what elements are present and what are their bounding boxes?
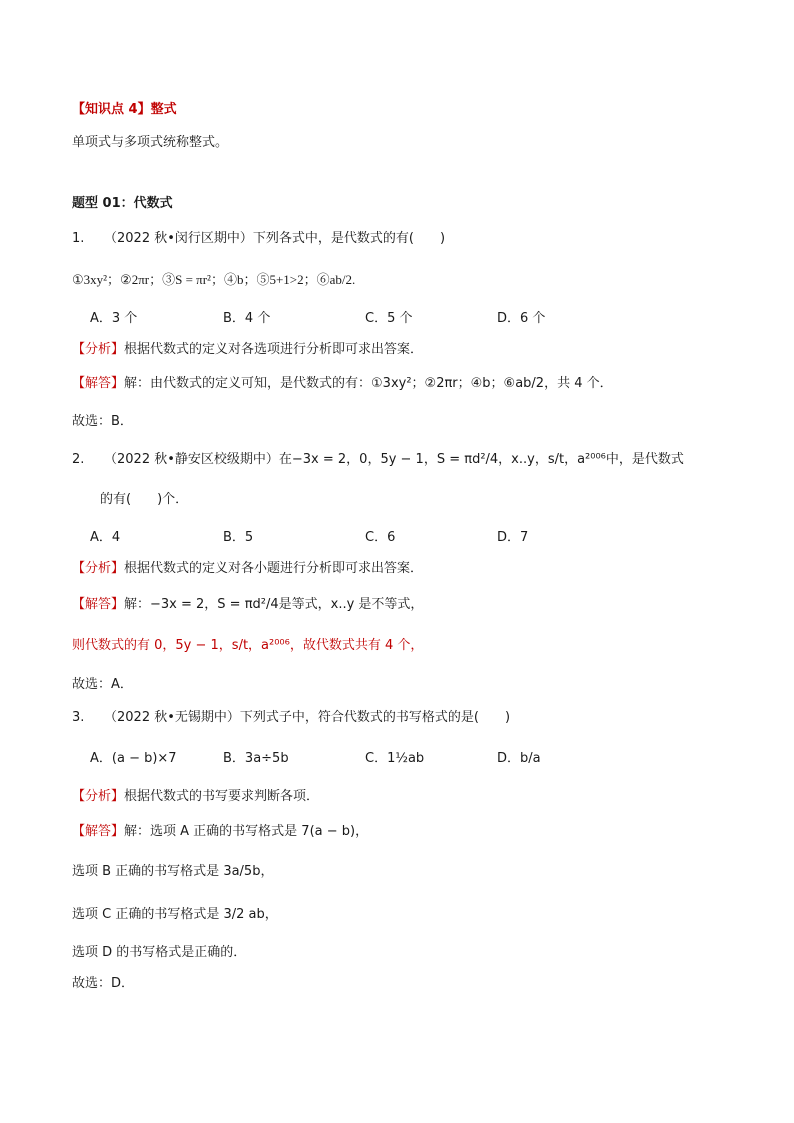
q1-answer-tag: 【解答】 (72, 376, 125, 391)
heading-title: 整式 (150, 102, 177, 117)
q3-number: 3. (72, 710, 85, 725)
q3-answer (72, 822, 368, 842)
q1-analysis-tag: 【分析】 (72, 342, 125, 357)
section-title: 题型 01：代数式 (72, 196, 173, 211)
q3-choice: 故选：D． (72, 976, 135, 991)
q3-stem-text: （2022 秋•无锡期中）下列式子中，符合代数式的书写格式的是( ) (104, 710, 511, 725)
q1-stem-text: （2022 秋•闵行区期中）下列各式中，是代数式的有( ) (104, 231, 446, 246)
q2-stem-text: （2022 秋•静安区校级期中）在−3x = 2，0，5y − 1，S = πd²/4，x..y，s/t，a²⁰⁰⁶中，是代数式 (104, 452, 684, 467)
q2-option-c: C．6 (365, 530, 396, 545)
q3-analysis (72, 787, 319, 807)
q3-answer-tag: 【解答】 (72, 824, 125, 839)
q3-answer-text: 解：选项 A 正确的书写格式是 7(a − b)， (124, 824, 369, 839)
q3-option-d: D．b/a (497, 751, 541, 766)
q1-number: 1. (72, 231, 85, 246)
q3-analysis-tag: 【分析】 (72, 789, 125, 804)
q1-option-c: C．5 个 (365, 311, 413, 326)
q1-answer-text: 解：由代数式的定义可知，是代数式的有：①3xy²；②2πr；④b；⑥ab/2，共 4 个． (124, 376, 613, 391)
q1-answer (72, 374, 613, 394)
q1-option-a: A．3 个 (90, 311, 138, 326)
q2-option-b: B．5 (223, 530, 254, 545)
q3-stem (72, 708, 510, 728)
q1-option-b: B．4 个 (223, 311, 271, 326)
q3-option-a: A．(a − b)×7 (90, 751, 177, 766)
intro-text: 单项式与多项式统称整式。 (72, 135, 229, 150)
q2-answer-line2: 则代数式的有 0，5y − 1，s/t，a²⁰⁰⁶，故代数式共有 4 个， (72, 638, 424, 653)
q3-answer-line3: 选项 C 正确的书写格式是 3/2 ab， (72, 907, 278, 922)
q3-answer-line2: 选项 B 正确的书写格式是 3a/5b， (72, 864, 274, 879)
q3-analysis-text: 根据代数式的书写要求判断各项． (124, 789, 320, 804)
heading-bracket: 【知识点 4】 (72, 102, 151, 117)
q2-stem (72, 450, 684, 470)
q1-expression (72, 265, 355, 295)
q3-answer-line4: 选项 D 的书写格式是正确的． (72, 945, 247, 960)
q2-option-d: D．7 (497, 530, 529, 545)
q2-stem-cont: 的有( )个． (100, 492, 189, 507)
q2-analysis-text: 根据代数式的定义对各小题进行分析即可求出答案． (124, 561, 424, 576)
q2-analysis (72, 559, 423, 579)
q2-option-a: A．4 (90, 530, 121, 545)
q2-answer-tag: 【解答】 (72, 597, 125, 612)
q3-option-c: C．1½ab (365, 751, 425, 766)
q2-number: 2. (72, 452, 85, 467)
q2-answer-text: 解：−3x = 2，S = πd²/4是等式，x..y 是不等式， (124, 597, 424, 612)
q1-choice: 故选：B． (72, 414, 133, 429)
knowledge-heading (72, 100, 177, 120)
q1-option-d: D．6 个 (497, 311, 546, 326)
q2-choice: 故选：A． (72, 677, 133, 692)
q2-analysis-tag: 【分析】 (72, 561, 125, 576)
q1-stem (72, 229, 445, 249)
q1-analysis-text: 根据代数式的定义对各选项进行分析即可求出答案． (124, 342, 424, 357)
q1-analysis (72, 340, 423, 360)
q1-expression-text: ①3xy²；②2πr；③S = πr²；④b；⑤5+1>2；⑥ab/2. (72, 272, 356, 287)
q2-answer (72, 595, 423, 615)
q3-option-b: B．3a÷5b (223, 751, 289, 766)
